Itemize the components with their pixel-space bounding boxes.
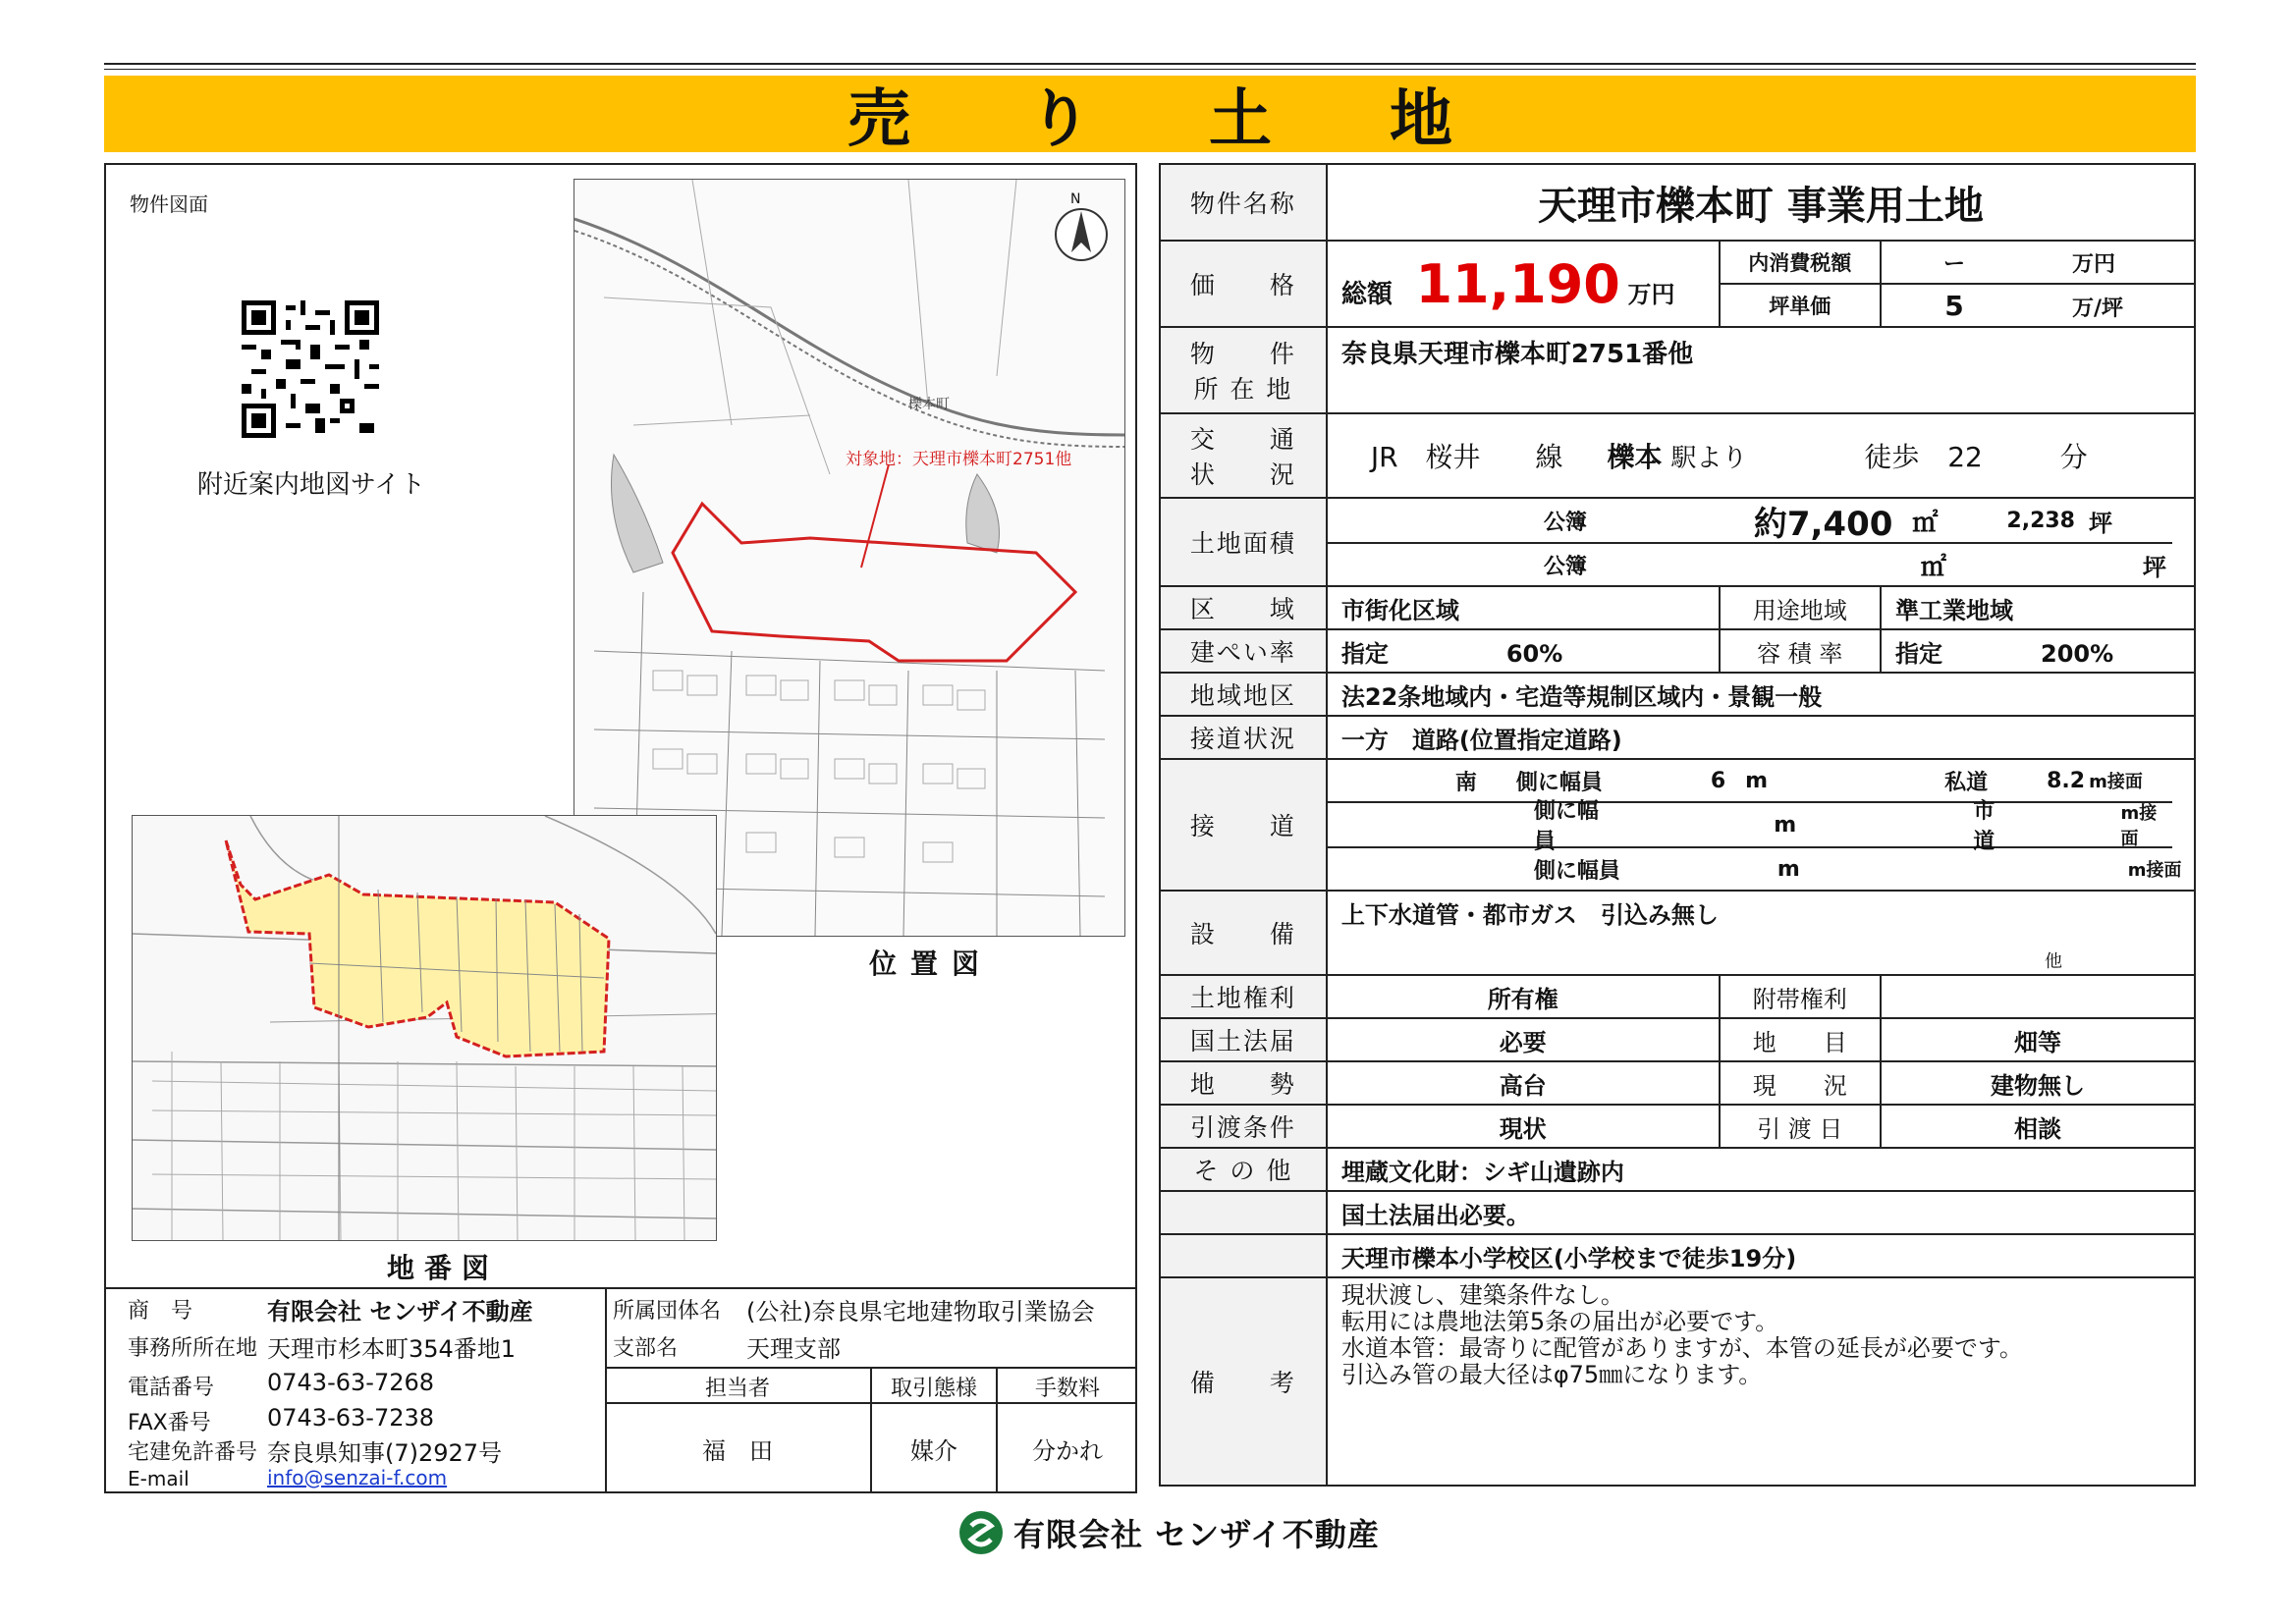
tsubo-price-label: 坪単価 xyxy=(1720,284,1881,327)
fee-value: 分かれ xyxy=(1032,1437,1103,1465)
road2-type: 市道 xyxy=(1973,799,1995,854)
office-label: 事務所所在地 xyxy=(128,1336,258,1361)
area-label: 土地面積 xyxy=(1160,498,1327,586)
spec-table xyxy=(1159,163,2196,1487)
remarks-line: 現状渡し、建築条件なし。 xyxy=(1340,1281,1624,1309)
area-tsubo-unit: 坪 xyxy=(2089,509,2112,537)
terrain-label: 地 勢 xyxy=(1160,1061,1327,1105)
category-value: 畑等 xyxy=(1881,1018,2195,1061)
handover-cond-label: 引渡条件 xyxy=(1160,1105,1327,1148)
bcr-label: 建ぺい率 xyxy=(1160,629,1327,673)
current-value: 建物無し xyxy=(1881,1061,2195,1105)
transport-minutes: 22 xyxy=(1947,441,1983,473)
sub-right-label: 附帯権利 xyxy=(1720,975,1881,1018)
staff-header: 担当者 xyxy=(704,1377,770,1401)
branch-label: 支部名 xyxy=(613,1336,679,1361)
transport-minutes-unit: 分 xyxy=(2059,441,2088,473)
fee-header: 手数料 xyxy=(1034,1377,1100,1401)
property-name: 天理市櫟本町 事業用土地 xyxy=(1327,164,2195,241)
facility-other: 他 xyxy=(2045,951,2062,972)
property-location: 奈良県天理市櫟本町2751番他 xyxy=(1327,327,2195,413)
road-status-label: 接道状況 xyxy=(1160,716,1327,759)
road3-front-unit: m接面 xyxy=(2127,860,2182,881)
other-line-3: 天理市櫟本小学校区(小学校まで徒歩19分) xyxy=(1327,1234,2195,1277)
use-label: 用途地域 xyxy=(1720,586,1881,629)
tsubo-price: 5 xyxy=(1944,289,1964,322)
district-value: 法22条地域内・宅造等規制区域内・景観一般 xyxy=(1327,673,2195,716)
other-line-1: 埋蔵文化財：シギ山遺跡内 xyxy=(1327,1148,2195,1191)
email-label: E-mail xyxy=(128,1467,190,1490)
name-label: 物件名称 xyxy=(1160,164,1327,241)
remarks-line: 引込み管の最大径はφ75㎜になります。 xyxy=(1340,1361,1763,1388)
assoc-name: (公社)奈良県宅地建物取引業協会 xyxy=(746,1298,1095,1325)
right-value: 所有権 xyxy=(1327,975,1720,1018)
road2-front-unit: m接面 xyxy=(2120,803,2158,849)
terrain-value: 高台 xyxy=(1327,1061,1720,1105)
far-kind: 指定 xyxy=(1895,639,1942,668)
road2-side: 側に幅員 xyxy=(1533,799,1599,854)
area-kind-1: 公簿 xyxy=(1543,510,1587,535)
road1-m: m xyxy=(1745,768,1769,793)
qr-code-icon[interactable] xyxy=(242,300,379,438)
use-value: 準工業地域 xyxy=(1881,586,2195,629)
qr-site-label[interactable]: 附近案内地図サイト xyxy=(196,470,426,500)
road2-m: m xyxy=(1774,812,1797,838)
other-label: そ の 他 xyxy=(1160,1148,1327,1191)
lot-map xyxy=(132,815,717,1241)
map-annotation: 対象地：天理市櫟本町2751他 xyxy=(846,450,1072,469)
north-arrow-icon: N xyxy=(1070,191,1081,207)
area-unit: ㎡ xyxy=(1912,508,1939,538)
tax-value: ー xyxy=(1942,251,1965,277)
other-line-2: 国土法届出必要。 xyxy=(1327,1191,2195,1234)
zone-label: 区 域 xyxy=(1160,586,1327,629)
deal-header: 取引態様 xyxy=(890,1377,977,1401)
transport-label-2: 状 況 xyxy=(1189,460,1296,489)
license-number: 奈良県知事(7)2927号 xyxy=(267,1439,503,1467)
title-bar xyxy=(104,76,2196,156)
map-place-label: 櫟本町 xyxy=(908,397,950,412)
page-title: 売り土地 xyxy=(847,83,1570,156)
zone-value: 市街化区域 xyxy=(1327,586,1720,629)
road1-direction: 南 xyxy=(1454,770,1477,795)
deal-type: 媒介 xyxy=(910,1437,957,1465)
current-label: 現 況 xyxy=(1720,1061,1881,1105)
price-unit: 万円 xyxy=(1627,280,1675,308)
handover-date-value: 相談 xyxy=(1881,1105,2195,1148)
area-tsubo: 2,238 xyxy=(2006,508,2075,533)
right-label: 土地権利 xyxy=(1160,975,1327,1018)
district-label: 地域地区 xyxy=(1160,673,1327,716)
remarks-line: 水道本管：最寄りに配管がありますが、本管の延長が必要です。 xyxy=(1340,1334,2023,1362)
handover-date-label: 引 渡 日 xyxy=(1720,1105,1881,1148)
area-tsubo-unit-2: 坪 xyxy=(2142,553,2166,581)
road1-type: 私道 xyxy=(1944,770,1989,795)
email-link[interactable]: info@senzai-f.com xyxy=(267,1466,448,1489)
road1-front: 8.2 xyxy=(2047,768,2086,793)
location-label-2: 所 在 地 xyxy=(1193,375,1293,404)
trade-name: 有限会社 センザイ不動産 xyxy=(267,1298,533,1325)
road3-side: 側に幅員 xyxy=(1533,858,1620,884)
notify-label: 国土法届 xyxy=(1160,1018,1327,1061)
tsubo-unit: 万/坪 xyxy=(2072,296,2124,321)
lot-map-label: 地番図 xyxy=(387,1252,500,1284)
road-label: 接 道 xyxy=(1160,759,1327,891)
assoc-label: 所属団体名 xyxy=(613,1299,722,1324)
road1-front-unit: m接面 xyxy=(2089,772,2143,792)
transport-from: 駅より xyxy=(1670,444,1748,473)
handover-cond-value: 現状 xyxy=(1327,1105,1720,1148)
facility-label: 設 備 xyxy=(1160,891,1327,975)
tax-label: 内消費税額 xyxy=(1720,241,1881,284)
area-unit-2: ㎡ xyxy=(1920,552,1946,582)
road-status-value: 一方 道路(位置指定道路) xyxy=(1327,716,2195,759)
area-kind-2: 公簿 xyxy=(1543,554,1587,579)
price-total-label: 総額 xyxy=(1340,279,1393,309)
trade-name-label: 商 号 xyxy=(128,1299,193,1324)
fax-label: FAX番号 xyxy=(128,1411,211,1435)
price-label: 価 格 xyxy=(1160,241,1327,327)
license-label: 宅建免許番号 xyxy=(128,1440,258,1465)
branch-name: 天理支部 xyxy=(746,1335,841,1363)
staff-name: 福 田 xyxy=(702,1437,773,1465)
area-value: 約7,400 xyxy=(1753,504,1893,544)
office-address: 天理市杉本町354番地1 xyxy=(267,1335,517,1363)
transport-station: 櫟本 xyxy=(1607,441,1663,473)
location-map-label: 位置図 xyxy=(869,947,994,980)
category-label: 地 目 xyxy=(1720,1018,1881,1061)
footer-company-name: 有限会社 センザイ不動産 xyxy=(1013,1516,1380,1553)
notify-value: 必要 xyxy=(1327,1018,1720,1061)
far-value: 200% xyxy=(2041,639,2114,668)
location-label-1: 物 件 xyxy=(1189,340,1296,368)
road1-width: 6 xyxy=(1710,768,1726,793)
remarks-label: 備 考 xyxy=(1160,1277,1327,1486)
facility-value: 上下水道管・都市ガス 引込み無し xyxy=(1340,901,1719,929)
far-label: 容 積 率 xyxy=(1720,629,1881,673)
bcr-kind: 指定 xyxy=(1340,639,1389,668)
tel-number[interactable]: 0743-63-7268 xyxy=(267,1369,435,1396)
bcr-value: 60% xyxy=(1505,639,1563,668)
tax-unit: 万円 xyxy=(2072,251,2116,277)
transport-line: JR 桜井 線 xyxy=(1370,441,1563,473)
map-caption: 物件図面 xyxy=(130,192,208,216)
footer-logo xyxy=(958,1510,1380,1555)
transport-label-1: 交 通 xyxy=(1189,425,1296,454)
tel-label: 電話番号 xyxy=(128,1376,215,1400)
fax-number: 0743-63-7238 xyxy=(267,1404,435,1432)
remarks-line: 転用には農地法第5条の届出が必要です。 xyxy=(1340,1308,1779,1335)
sub-right-value xyxy=(1881,975,2195,1018)
price-value: 11,190 xyxy=(1415,252,1620,315)
company-logo-icon xyxy=(958,1510,1004,1555)
transport-walk-label: 徒歩 xyxy=(1864,441,1920,473)
road3-m: m xyxy=(1777,856,1800,882)
road1-side: 側に幅員 xyxy=(1515,770,1603,795)
